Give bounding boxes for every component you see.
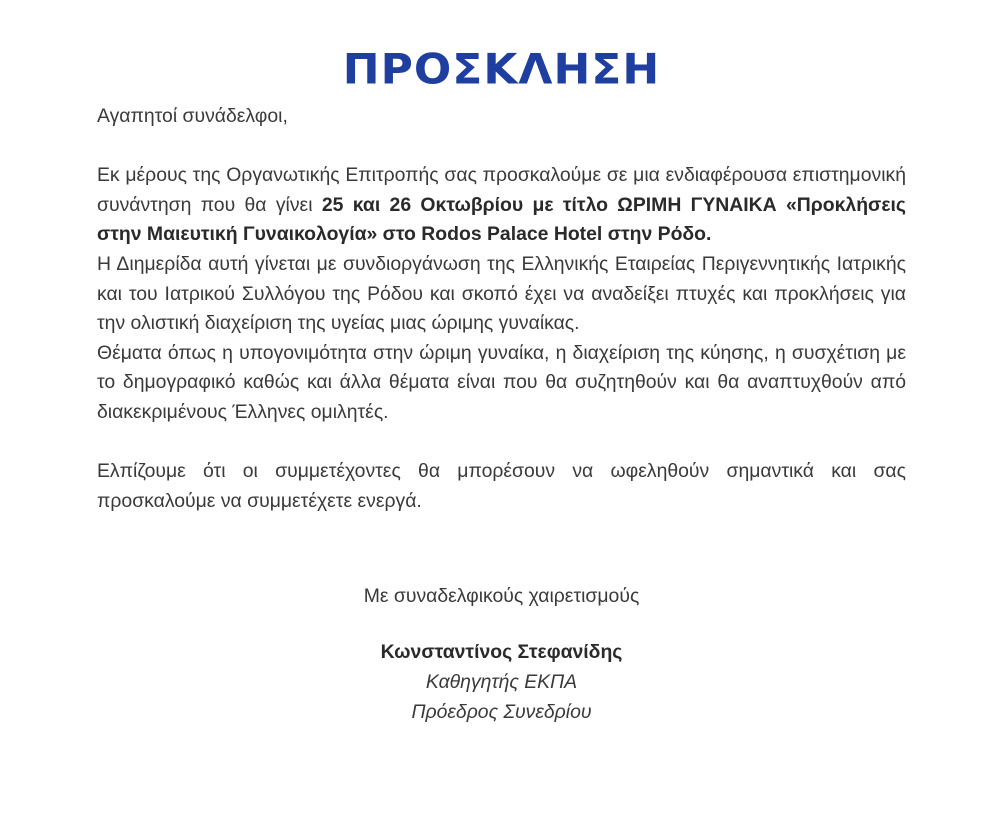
invitation-paragraph — [97, 161, 906, 250]
spacer — [97, 516, 906, 582]
signature-role-professor: Καθηγητής ΕΚΠΑ — [425, 671, 578, 694]
signature-role-president: Πρόεδρος Συνεδρίου — [411, 701, 592, 724]
spacer — [97, 428, 906, 458]
document-title: ΠΡΟΣΚΛΗΣΗ — [342, 45, 661, 94]
spacer — [97, 611, 906, 637]
greeting: Αγαπητοί συνάδελφοι, — [97, 105, 288, 127]
co-organization-paragraph: Η Διημερίδα αυτή γίνεται με συνδιοργάνωση της Ελληνικής Εταιρείας Περιγεννητικής Ιατρικής και του Ιατρικού Συλλόγου της Ρόδου και σκοπό έχει να αναδείξει πτυχές και προκλήσεις για την ολιστική διαχείριση της υγείας μιας ώριμης γυναίκας. — [97, 252, 906, 335]
closing-line: Με συναδελφικούς χαιρετισμούς — [363, 585, 640, 608]
spacer — [97, 132, 906, 162]
signature-name: Κωνσταντίνος Στεφανίδης — [380, 641, 623, 664]
event-details: 25 και 26 Οκτωβρίου με τίτλο ΩΡΙΜΗ ΓΥΝΑΙΚΑ «Προκλήσεις στην Μαιευτική Γυναικολογία» στο Rodos Palace Hotel στην Ρόδο. — [97, 193, 906, 246]
participation-paragraph: Ελπίζουμε ότι οι συμμετέχοντες θα μπορέσουν να ωφεληθούν σημαντικά και σας προσκαλούμε να συμμετέχετε ενεργά. — [97, 460, 906, 512]
invitation-intro: Εκ μέρους της Οργανωτικής Επιτροπής σας προσκαλούμε σε μια ενδιαφέρουσα επιστημονική συνάντηση που θα γίνει — [97, 164, 906, 216]
topics-paragraph: Θέματα όπως η υπογονιμότητα στην ώριμη γυναίκα, η διαχείριση της κύησης, η συσχέτιση με το δημογραφικό καθώς και άλλα θέματα είναι που θα συζητηθούν και θα αναπτυχθούν από διακεκριμένους Έλληνες ομιλητές. — [97, 341, 906, 423]
invitation-letter — [97, 44, 906, 727]
